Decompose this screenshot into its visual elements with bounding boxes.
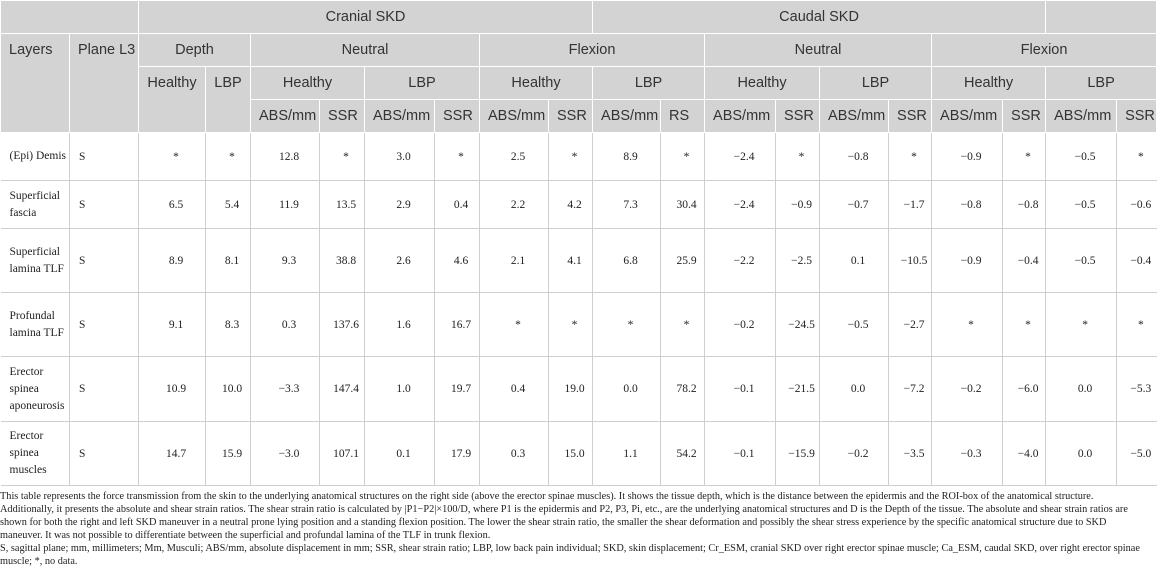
value-cell: −0.5 <box>1046 181 1117 229</box>
value-cell: * <box>661 293 705 357</box>
header-rs: RS <box>661 100 705 133</box>
value-cell: * <box>206 133 251 181</box>
value-cell: * <box>1003 293 1046 357</box>
value-cell: −2.4 <box>705 133 776 181</box>
value-cell: −0.6 <box>1117 181 1157 229</box>
value-cell: −3.0 <box>251 422 320 486</box>
value-cell: * <box>139 133 206 181</box>
header-cranial-skd: Cranial SKD <box>139 1 593 34</box>
value-cell: 8.9 <box>139 229 206 293</box>
value-cell: 147.4 <box>320 357 365 422</box>
value-cell: −0.4 <box>1117 229 1157 293</box>
layer-cell: (Epi) Demis <box>1 133 70 181</box>
value-cell: −21.5 <box>776 357 820 422</box>
value-cell: 13.5 <box>320 181 365 229</box>
value-cell: −7.2 <box>889 357 932 422</box>
header-cr-neutral-lbp: LBP <box>365 67 480 100</box>
header-ssr: SSR <box>776 100 820 133</box>
value-cell: 1.6 <box>365 293 435 357</box>
header-corner-right <box>1046 1 1157 34</box>
value-cell: 11.9 <box>251 181 320 229</box>
value-cell: 0.4 <box>480 357 549 422</box>
header-plane: Plane L3 <box>70 34 139 133</box>
header-caudal-flexion: Flexion <box>932 34 1157 67</box>
header-ssr: SSR <box>549 100 593 133</box>
header-cr-neutral-healthy: Healthy <box>251 67 365 100</box>
header-abs: ABS/mm <box>365 100 435 133</box>
table-row <box>1 422 1157 486</box>
value-cell: 10.0 <box>206 357 251 422</box>
value-cell: 0.3 <box>251 293 320 357</box>
table-row <box>1 133 1157 181</box>
value-cell: −0.1 <box>705 422 776 486</box>
value-cell: −3.5 <box>889 422 932 486</box>
value-cell: 17.9 <box>435 422 480 486</box>
value-cell: * <box>661 133 705 181</box>
table-row <box>1 181 1157 229</box>
plane-cell: S <box>70 229 139 293</box>
value-cell: * <box>889 133 932 181</box>
footnote-paragraph: This table represents the force transmission from the skin to the underlying anatomical structures on the right side (above the erector spinae muscles). It shows the tissue depth, which is the distance between the epidermis and the ROI-box of the anatomical structure. Additionally, it presents the absolute and shear strain ratios. The shear strain ratio is calculated by |P1−P2|×100/D, where P1 is the epidermis and P2, P3, Pi, etc., are the underlying anatomical structures and D is the Depth of the tissue. The absolute and shear strain ratios are shown for both the right and left SKD maneuver in a neutral prone lying position and a standing flexion position. The lower the shear strain ratio, the smaller the shear deformation and possibly the shear stress experience by the specific anatomical structure due to SKD maneuver. It was not possible to differentiate between the superficial and profundal lamina of the TLF in trunk flexion. <box>0 491 1128 541</box>
header-ssr: SSR <box>435 100 480 133</box>
value-cell: * <box>1046 293 1117 357</box>
value-cell: −5.0 <box>1117 422 1157 486</box>
value-cell: −3.3 <box>251 357 320 422</box>
value-cell: 2.5 <box>480 133 549 181</box>
layer-cell: Superficial fascia <box>1 181 70 229</box>
value-cell: 2.1 <box>480 229 549 293</box>
header-ca-flexion-lbp: LBP <box>1046 67 1157 100</box>
value-cell: 8.3 <box>206 293 251 357</box>
value-cell: 137.6 <box>320 293 365 357</box>
plane-cell: S <box>70 293 139 357</box>
value-cell: −0.2 <box>932 357 1003 422</box>
header-depth: Depth <box>139 34 251 67</box>
value-cell: * <box>1117 133 1157 181</box>
header-cr-flexion-lbp: LBP <box>593 67 705 100</box>
value-cell: −2.5 <box>776 229 820 293</box>
header-ssr: SSR <box>320 100 365 133</box>
value-cell: 14.7 <box>139 422 206 486</box>
value-cell: 1.1 <box>593 422 661 486</box>
table-row <box>1 357 1157 422</box>
header-ssr: SSR <box>1117 100 1157 133</box>
layer-cell: Erector spinea muscles <box>1 422 70 486</box>
value-cell: −0.8 <box>1003 181 1046 229</box>
header-layers: Layers <box>1 34 70 133</box>
value-cell: 15.0 <box>549 422 593 486</box>
plane-cell: S <box>70 181 139 229</box>
footnote-abbreviations: S, sagittal plane; mm, millimeters; Mm, Musculi; ABS/mm, absolute displacement in mm; SSR, shear strain ratio; LBP, low back pain individual; SKD, skin displacement; Cr_ESM, cranial SKD over right erector spinae muscle; Ca_ESM, caudal SKD, over right erector spinae muscle; *, no data. <box>0 543 1140 567</box>
header-ca-flexion-healthy: Healthy <box>932 67 1046 100</box>
value-cell: −0.2 <box>705 293 776 357</box>
header-ca-neutral-healthy: Healthy <box>705 67 820 100</box>
header-cranial-neutral: Neutral <box>251 34 480 67</box>
header-depth-lbp: LBP <box>206 67 251 133</box>
value-cell: 4.1 <box>549 229 593 293</box>
header-corner <box>1 1 139 34</box>
table-row <box>1 293 1157 357</box>
value-cell: 8.1 <box>206 229 251 293</box>
value-cell: 2.9 <box>365 181 435 229</box>
value-cell: −2.2 <box>705 229 776 293</box>
value-cell: 1.0 <box>365 357 435 422</box>
value-cell: 0.4 <box>435 181 480 229</box>
value-cell: −24.5 <box>776 293 820 357</box>
value-cell: −2.7 <box>889 293 932 357</box>
header-caudal-neutral: Neutral <box>705 34 932 67</box>
header-cranial-flexion: Flexion <box>480 34 705 67</box>
table-footnote <box>0 490 1140 568</box>
value-cell: −2.4 <box>705 181 776 229</box>
value-cell: * <box>932 293 1003 357</box>
layer-cell: Profundal lamina TLF <box>1 293 70 357</box>
header-ssr: SSR <box>1003 100 1046 133</box>
value-cell: 12.8 <box>251 133 320 181</box>
value-cell: 8.9 <box>593 133 661 181</box>
layer-cell: Erector spinea aponeurosis <box>1 357 70 422</box>
value-cell: 19.0 <box>549 357 593 422</box>
value-cell: 0.0 <box>1046 422 1117 486</box>
header-abs: ABS/mm <box>480 100 549 133</box>
value-cell: −0.9 <box>932 229 1003 293</box>
value-cell: 78.2 <box>661 357 705 422</box>
value-cell: −10.5 <box>889 229 932 293</box>
value-cell: * <box>1117 293 1157 357</box>
value-cell: 16.7 <box>435 293 480 357</box>
header-abs: ABS/mm <box>251 100 320 133</box>
value-cell: 0.0 <box>1046 357 1117 422</box>
value-cell: 10.9 <box>139 357 206 422</box>
table-row <box>1 229 1157 293</box>
value-cell: * <box>320 133 365 181</box>
value-cell: 2.2 <box>480 181 549 229</box>
plane-cell: S <box>70 133 139 181</box>
value-cell: 54.2 <box>661 422 705 486</box>
value-cell: −15.9 <box>776 422 820 486</box>
value-cell: * <box>1003 133 1046 181</box>
plane-cell: S <box>70 422 139 486</box>
value-cell: −0.5 <box>1046 133 1117 181</box>
value-cell: −0.9 <box>776 181 820 229</box>
value-cell: * <box>549 133 593 181</box>
value-cell: 4.2 <box>549 181 593 229</box>
header-depth-healthy: Healthy <box>139 67 206 133</box>
header-abs: ABS/mm <box>932 100 1003 133</box>
value-cell: 6.8 <box>593 229 661 293</box>
value-cell: 15.9 <box>206 422 251 486</box>
value-cell: −0.8 <box>932 181 1003 229</box>
value-cell: −0.3 <box>932 422 1003 486</box>
value-cell: −1.7 <box>889 181 932 229</box>
value-cell: 107.1 <box>320 422 365 486</box>
value-cell: * <box>435 133 480 181</box>
header-ca-neutral-lbp: LBP <box>820 67 932 100</box>
header-abs: ABS/mm <box>820 100 889 133</box>
value-cell: 4.6 <box>435 229 480 293</box>
value-cell: 6.5 <box>139 181 206 229</box>
value-cell: −0.8 <box>820 133 889 181</box>
value-cell: * <box>593 293 661 357</box>
value-cell: −0.2 <box>820 422 889 486</box>
header-abs: ABS/mm <box>1046 100 1117 133</box>
header-abs: ABS/mm <box>705 100 776 133</box>
header-caudal-skd: Caudal SKD <box>593 1 1046 34</box>
value-cell: −5.3 <box>1117 357 1157 422</box>
value-cell: * <box>480 293 549 357</box>
value-cell: −0.5 <box>1046 229 1117 293</box>
value-cell: * <box>549 293 593 357</box>
plane-cell: S <box>70 357 139 422</box>
value-cell: −4.0 <box>1003 422 1046 486</box>
value-cell: −0.5 <box>820 293 889 357</box>
header-cr-flexion-healthy: Healthy <box>480 67 593 100</box>
value-cell: 9.1 <box>139 293 206 357</box>
value-cell: 2.6 <box>365 229 435 293</box>
table-header <box>1 1 1157 133</box>
value-cell: 38.8 <box>320 229 365 293</box>
value-cell: −0.7 <box>820 181 889 229</box>
header-abs: ABS/mm <box>593 100 661 133</box>
value-cell: 9.3 <box>251 229 320 293</box>
value-cell: −0.1 <box>705 357 776 422</box>
value-cell: 5.4 <box>206 181 251 229</box>
layer-cell: Superficial lamina TLF <box>1 229 70 293</box>
header-ssr: SSR <box>889 100 932 133</box>
value-cell: −0.4 <box>1003 229 1046 293</box>
value-cell: 0.0 <box>593 357 661 422</box>
value-cell: 0.3 <box>480 422 549 486</box>
value-cell: * <box>776 133 820 181</box>
value-cell: 0.1 <box>365 422 435 486</box>
value-cell: 0.0 <box>820 357 889 422</box>
value-cell: 0.1 <box>820 229 889 293</box>
value-cell: 7.3 <box>593 181 661 229</box>
value-cell: −6.0 <box>1003 357 1046 422</box>
value-cell: 30.4 <box>661 181 705 229</box>
value-cell: 3.0 <box>365 133 435 181</box>
value-cell: −0.9 <box>932 133 1003 181</box>
table-body <box>1 133 1157 486</box>
value-cell: 25.9 <box>661 229 705 293</box>
value-cell: 19.7 <box>435 357 480 422</box>
